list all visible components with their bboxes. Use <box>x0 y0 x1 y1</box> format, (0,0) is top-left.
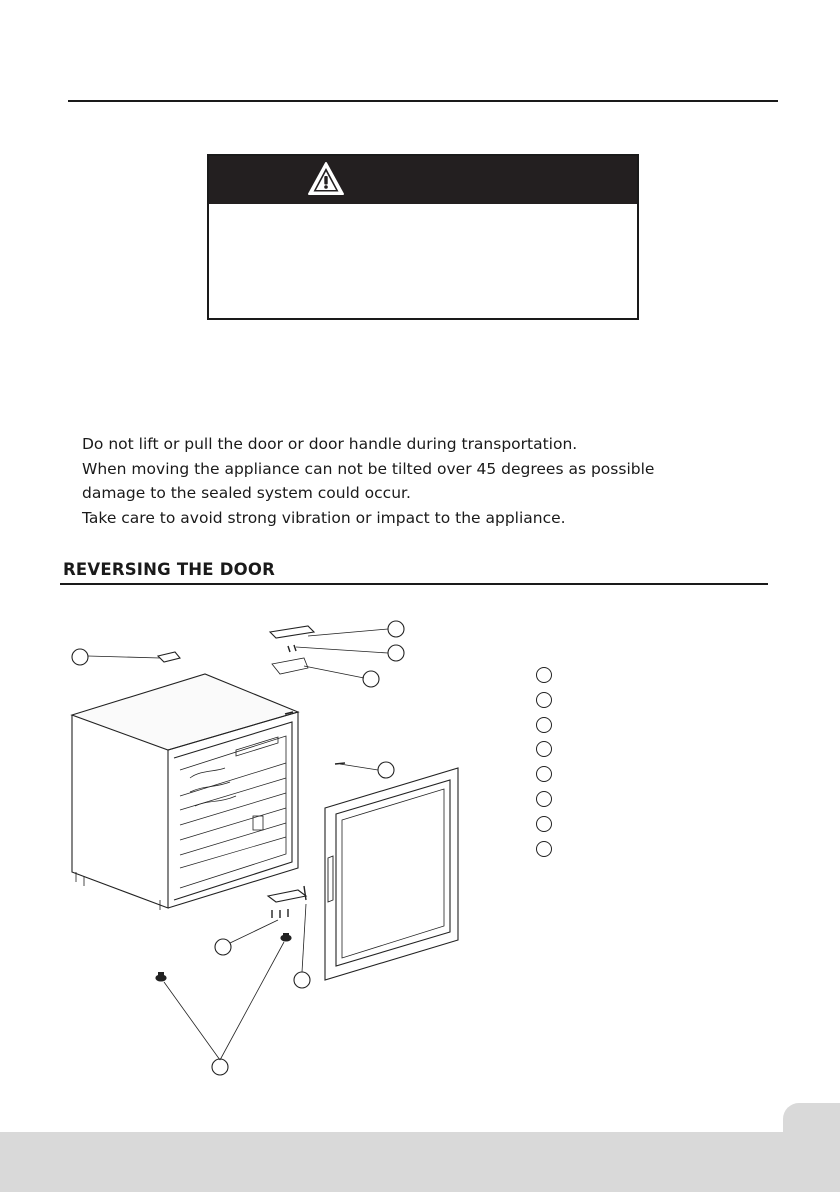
section-rule <box>60 583 768 585</box>
top-rule <box>68 100 778 102</box>
legend-item-7 <box>536 816 552 832</box>
legend-item-8 <box>536 841 552 857</box>
legend-item-2 <box>536 692 552 708</box>
legend-item-5 <box>536 766 552 782</box>
transport-note-2: When moving the appliance can not be tilted over 45 degrees as possible <box>82 459 655 478</box>
transport-note-3: damage to the sealed system could occur. <box>82 484 411 502</box>
section-title: REVERSING THE DOOR <box>63 560 275 579</box>
parts-legend <box>536 667 566 865</box>
legend-item-1 <box>536 667 552 683</box>
legend-item-6 <box>536 791 552 807</box>
transport-note-1: Do not lift or pull the door or door handle during transportation. <box>82 435 578 453</box>
door-reversal-diagram <box>40 600 490 1080</box>
warning-header <box>209 156 637 204</box>
footer-bar <box>0 1132 840 1192</box>
page-number-tab <box>783 1103 840 1132</box>
warning-triangle-icon <box>307 161 345 197</box>
transport-notes <box>82 432 654 530</box>
transport-note-4: Take care to avoid strong vibration or impact to the appliance. <box>82 508 566 527</box>
legend-item-3 <box>536 717 552 733</box>
warning-box <box>207 154 639 320</box>
door-drawing <box>325 768 458 980</box>
cabinet-drawing <box>72 674 298 910</box>
legend-item-4 <box>536 741 552 757</box>
